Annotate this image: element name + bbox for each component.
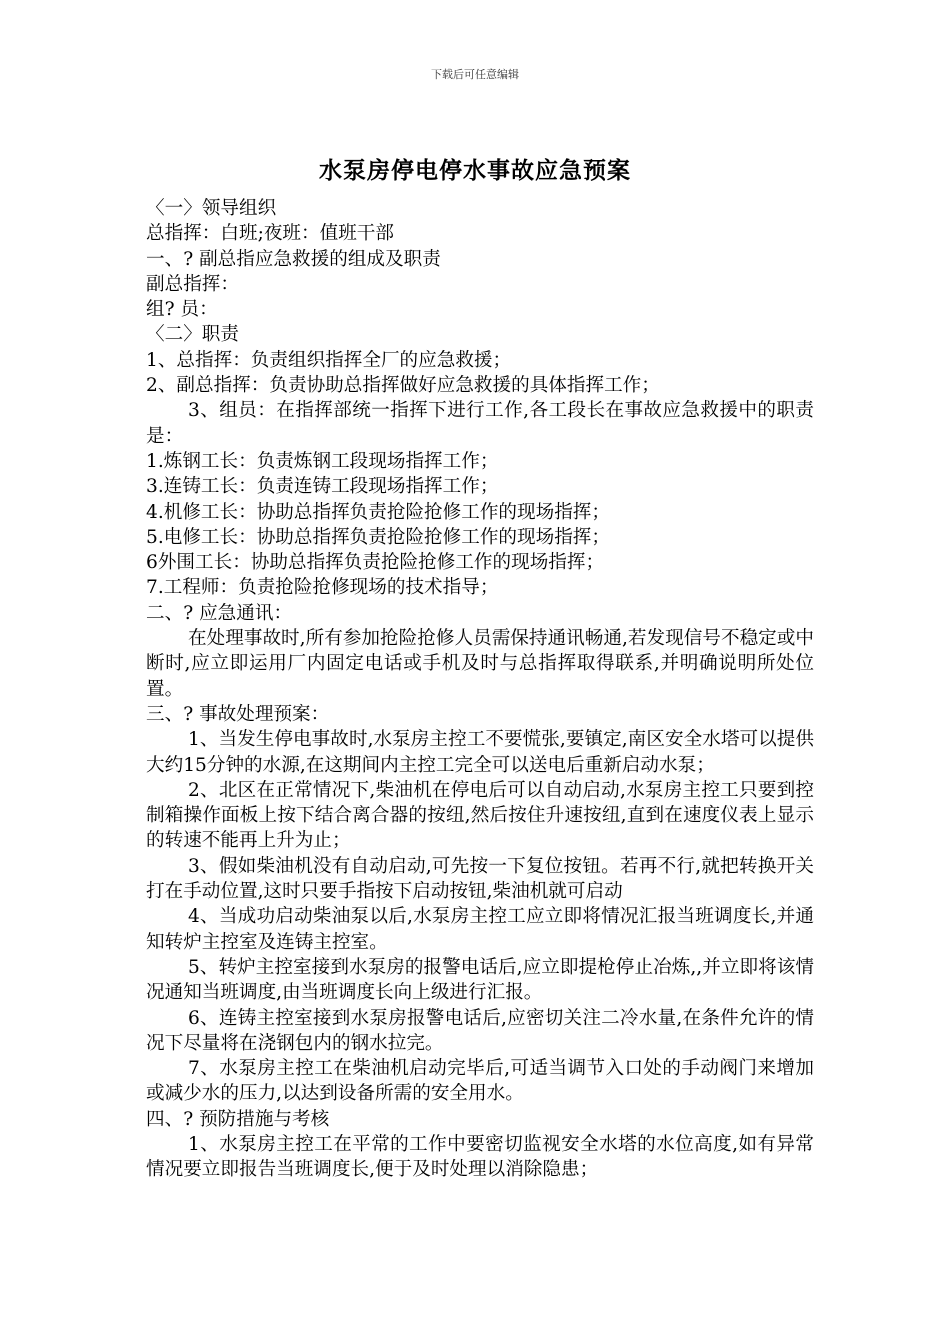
paragraph-prevention-1: 1、水泵房主控工在平常的工作中要密切监视安全水塔的水位高度,如有异常情况要立即报告当班调度长,便于及时处理以消除隐患； <box>146 1133 814 1181</box>
paragraph-role-7: 7.工程师：负责抢险抢修现场的技术指导； <box>146 577 499 599</box>
paragraph-response-5: 5、转炉主控室接到水泵房的报警电话后,应立即提枪停止冶炼,,并立即将该情况通知当班调度,由当班调度长向上级进行汇报。 <box>146 956 814 1004</box>
section-heading-prevention: 四、? 预防措施与考核 <box>146 1108 330 1130</box>
paragraph-role-1: 1.炼钢工长：负责炼钢工段现场指挥工作； <box>146 450 499 472</box>
paragraph-deputy-composition: 一、? 副总指应急救援的组成及职责 <box>146 248 441 270</box>
paragraph-communication: 在处理事故时,所有参加抢险抢修人员需保持通讯畅通,若发现信号不稳定或中断时,应立即运用厂内固定电话或手机及时与总指挥取得联系,并明确说明所处位置。 <box>146 628 814 700</box>
document-title: 水泵房停电停水事故应急预案 <box>319 157 631 184</box>
document-body <box>146 196 814 1183</box>
paragraph-role-6: 6外围工长：协助总指挥负责抢险抢修工作的现场指挥； <box>146 552 605 574</box>
paragraph-role-4: 4.机修工长：协助总指挥负责抢险抢修工作的现场指挥； <box>146 501 610 523</box>
paragraph-duty-2: 2、副总指挥：负责协助总指挥做好应急救援的具体指挥工作； <box>146 375 660 397</box>
paragraph-role-3: 3.连铸工长：负责连铸工段现场指挥工作； <box>146 476 499 498</box>
paragraph-members: 组? 员： <box>146 299 218 321</box>
section-heading-leadership: 〈一〉领导组织 <box>146 198 277 219</box>
paragraph-response-3: 3、假如柴油机没有自动启动,可先按一下复位按钮。若再不行,就把转换开关打在手动位置,这时只要手指按下启动按钮,柴油机就可启动 <box>146 855 814 903</box>
paragraph-duty-3: 3、组员：在指挥部统一指挥下进行工作,各工段长在事故应急救援中的职责是： <box>146 400 814 447</box>
header-note: 下载后可任意编辑 <box>431 68 519 81</box>
paragraph-commander: 总指挥：白班;夜班：值班干部 <box>146 223 394 245</box>
paragraph-response-6: 6、连铸主控室接到水泵房报警电话后,应密切关注二冷水量,在条件允许的情况下尽量将在浇钢包内的钢水拉完。 <box>146 1007 814 1054</box>
paragraph-response-4: 4、当成功启动柴油泵以后,水泵房主控工应立即将情况汇报当班调度长,并通知转炉主控室及连铸主控室。 <box>146 906 814 953</box>
section-heading-communication: 二、? 应急通讯： <box>146 602 293 624</box>
paragraph-response-2: 2、北区在正常情况下,柴油机在停电后可以自动启动,水泵房主控工只要到控制箱操作面板上按下结合离合器的按纽,然后按住升速按纽,直到在速度仪表上显示的转速不能再上升为止； <box>146 779 814 852</box>
paragraph-duty-1: 1、总指挥：负责组织指挥全厂的应急救援； <box>146 349 512 371</box>
paragraph-response-7: 7、水泵房主控工在柴油机启动完毕后,可适当调节入口处的手动阀门来增加或减少水的压力,以达到设备所需的安全用水。 <box>146 1058 814 1105</box>
section-heading-duties: 〈二〉职责 <box>146 324 239 346</box>
paragraph-role-5: 5.电修工长：协助总指挥负责抢险抢修工作的现场指挥； <box>146 526 610 548</box>
paragraph-response-1: 1、当发生停电事故时,水泵房主控工不要慌张,要镇定,南区安全水塔可以提供大约15分钟的水源,在这期间内主控工完全可以送电后重新启动水泵； <box>146 729 814 776</box>
section-heading-response-plan: 三、? 事故处理预案： <box>146 703 330 725</box>
paragraph-deputy-commander: 副总指挥： <box>146 273 239 295</box>
